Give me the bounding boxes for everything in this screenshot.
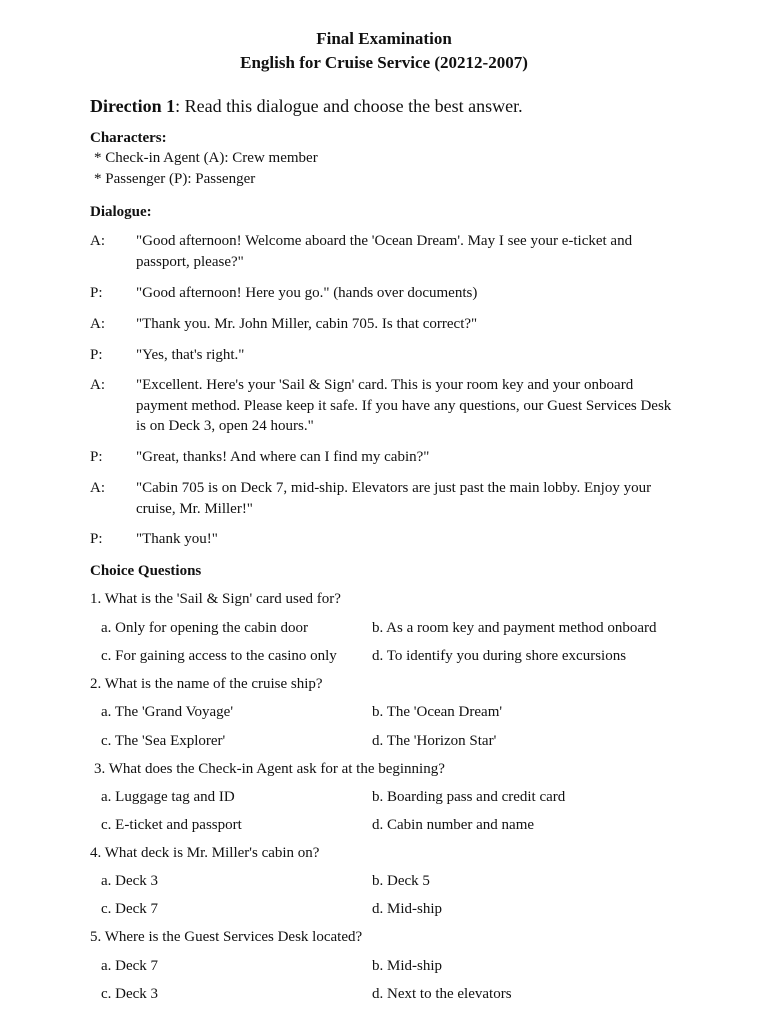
dialogue-speaker: A:	[90, 316, 105, 332]
answer-option-b: b. Deck 5	[372, 873, 430, 889]
answer-option-c: c. Deck 3	[101, 986, 159, 1002]
dialogue-text: "Excellent. Here's your 'Sail & Sign' card. This is your room key and your onboard payment method. Please keep it safe. If you have any questions, our Guest Services Desk is on Deck 3, open 24 hours."	[136, 377, 672, 434]
dialogue-text: "Great, thanks! And where can I find my cabin?"	[136, 449, 430, 465]
direction-text: : Read this dialogue and choose the best answer.	[175, 96, 523, 116]
question-text: 4. What deck is Mr. Miller's cabin on?	[90, 845, 320, 861]
dialogue-text: "Good afternoon! Here you go." (hands over documents)	[136, 285, 478, 301]
dialogue-text: "Thank you!"	[136, 531, 218, 547]
dialogue-speaker: A:	[90, 480, 105, 496]
direction-label: Direction 1	[90, 96, 176, 116]
dialogue-speaker: P:	[90, 285, 103, 301]
answer-option-c: c. Deck 7	[101, 901, 159, 917]
dialogue-line	[90, 478, 690, 519]
answer-option-c: c. The 'Sea Explorer'	[101, 733, 226, 749]
character-item: * Check-in Agent (A): Crew member	[94, 150, 318, 166]
answer-option-a: a. Luggage tag and ID	[101, 789, 235, 805]
answer-option-a: a. Deck 3	[101, 873, 159, 889]
dialogue-speaker: P:	[90, 347, 103, 363]
dialogue-line	[90, 529, 690, 550]
answer-option-d: d. To identify you during shore excursions	[372, 648, 627, 664]
answer-option-d: d. The 'Horizon Star'	[372, 733, 497, 749]
answer-option-c: c. For gaining access to the casino only	[101, 648, 337, 664]
choice-questions-heading: Choice Questions	[90, 563, 202, 579]
answer-option-a: a. Only for opening the cabin door	[101, 620, 309, 636]
answer-option-b: b. As a room key and payment method onboard	[372, 620, 657, 636]
dialogue-speaker: P:	[90, 449, 103, 465]
answer-option-a: a. Deck 7	[101, 958, 159, 974]
page-title: Final Examination	[316, 29, 452, 48]
question-text: 2. What is the name of the cruise ship?	[90, 676, 323, 692]
direction-instruction	[90, 94, 523, 118]
characters-heading: Characters:	[90, 130, 167, 146]
answer-option-b: b. Mid-ship	[372, 958, 443, 974]
question-text: 5. Where is the Guest Services Desk located?	[90, 929, 363, 945]
answer-option-b: b. Boarding pass and credit card	[372, 789, 566, 805]
answer-option-d: d. Next to the elevators	[372, 986, 512, 1002]
dialogue-text: "Yes, that's right."	[136, 347, 245, 363]
dialogue-text: "Good afternoon! Welcome aboard the 'Ocean Dream'. May I see your e-ticket and passport, please?"	[136, 233, 633, 270]
dialogue-line	[90, 447, 690, 468]
dialogue-line	[90, 283, 690, 304]
answer-option-a: a. The 'Grand Voyage'	[101, 704, 234, 720]
question-text: 3. What does the Check-in Agent ask for at the beginning?	[94, 761, 445, 777]
dialogue-line	[90, 345, 690, 366]
answer-option-c: c. E-ticket and passport	[101, 817, 242, 833]
dialogue-line	[90, 231, 690, 272]
dialogue-speaker: P:	[90, 531, 103, 547]
dialogue-speaker: A:	[90, 233, 105, 249]
answer-option-b: b. The 'Ocean Dream'	[372, 704, 503, 720]
dialogue-heading: Dialogue:	[90, 204, 152, 220]
dialogue-text: "Thank you. Mr. John Miller, cabin 705. Is that correct?"	[136, 316, 478, 332]
question-text: 1. What is the 'Sail & Sign' card used for?	[90, 591, 341, 607]
dialogue-line	[90, 314, 690, 335]
answer-option-d: d. Mid-ship	[372, 901, 443, 917]
page-subtitle: English for Cruise Service (20212-2007)	[240, 53, 528, 72]
dialogue-line	[90, 375, 690, 437]
answer-option-d: d. Cabin number and name	[372, 817, 535, 833]
dialogue-text: "Cabin 705 is on Deck 7, mid-ship. Elevators are just past the main lobby. Enjoy your cruise, Mr. Miller!"	[136, 480, 652, 517]
dialogue-speaker: A:	[90, 377, 105, 393]
character-item: * Passenger (P): Passenger	[94, 171, 256, 187]
